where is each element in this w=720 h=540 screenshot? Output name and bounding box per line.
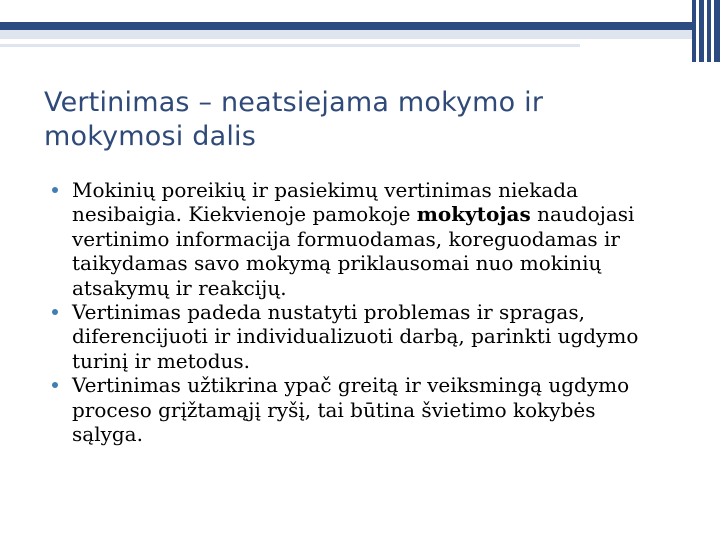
bullet-3-text: Vertinimas užtikrina ypač greitą ir veiksmingą ugdymo proceso grįžtamąjį ryšį, tai būtina švietimo kokybės sąlyga. [72, 373, 630, 447]
bullet-item-2 [52, 300, 672, 373]
corner-stripes [692, 0, 720, 62]
bullet-1-text-start: Mokinių poreikių ir pasiekimų vertinimas niekada nesibaigia. Kiekvienoje pamokoje [72, 178, 578, 227]
header-bar-light [0, 30, 694, 39]
bullet-item-3 [52, 373, 672, 446]
bullet-list [52, 178, 672, 446]
bullet-dot-icon [52, 309, 58, 315]
bullet-1-bold-word: mokytojas [416, 202, 531, 227]
bullet-dot-icon [52, 382, 58, 388]
top-decorative-band [0, 0, 720, 40]
bullet-1-text-end: naudojasi vertinimo informacija formuodamas, koreguodamas ir taikydamas savo mokymą priklausomai nuo mokinių atsakymų ir reakcijų. [72, 202, 635, 300]
slide-title: Vertinimas – neatsiejama mokymo ir mokymosi dalis [44, 87, 544, 152]
header-underline [0, 44, 580, 47]
header-bar-dark [0, 22, 694, 30]
bullet-item-1 [52, 178, 672, 300]
bullet-2-text: Vertinimas padeda nustatyti problemas ir spragas, diferencijuoti ir individualizuoti darbą, parinkti ugdymo turinį ir metodus. [72, 300, 639, 373]
bullet-dot-icon [52, 187, 58, 193]
